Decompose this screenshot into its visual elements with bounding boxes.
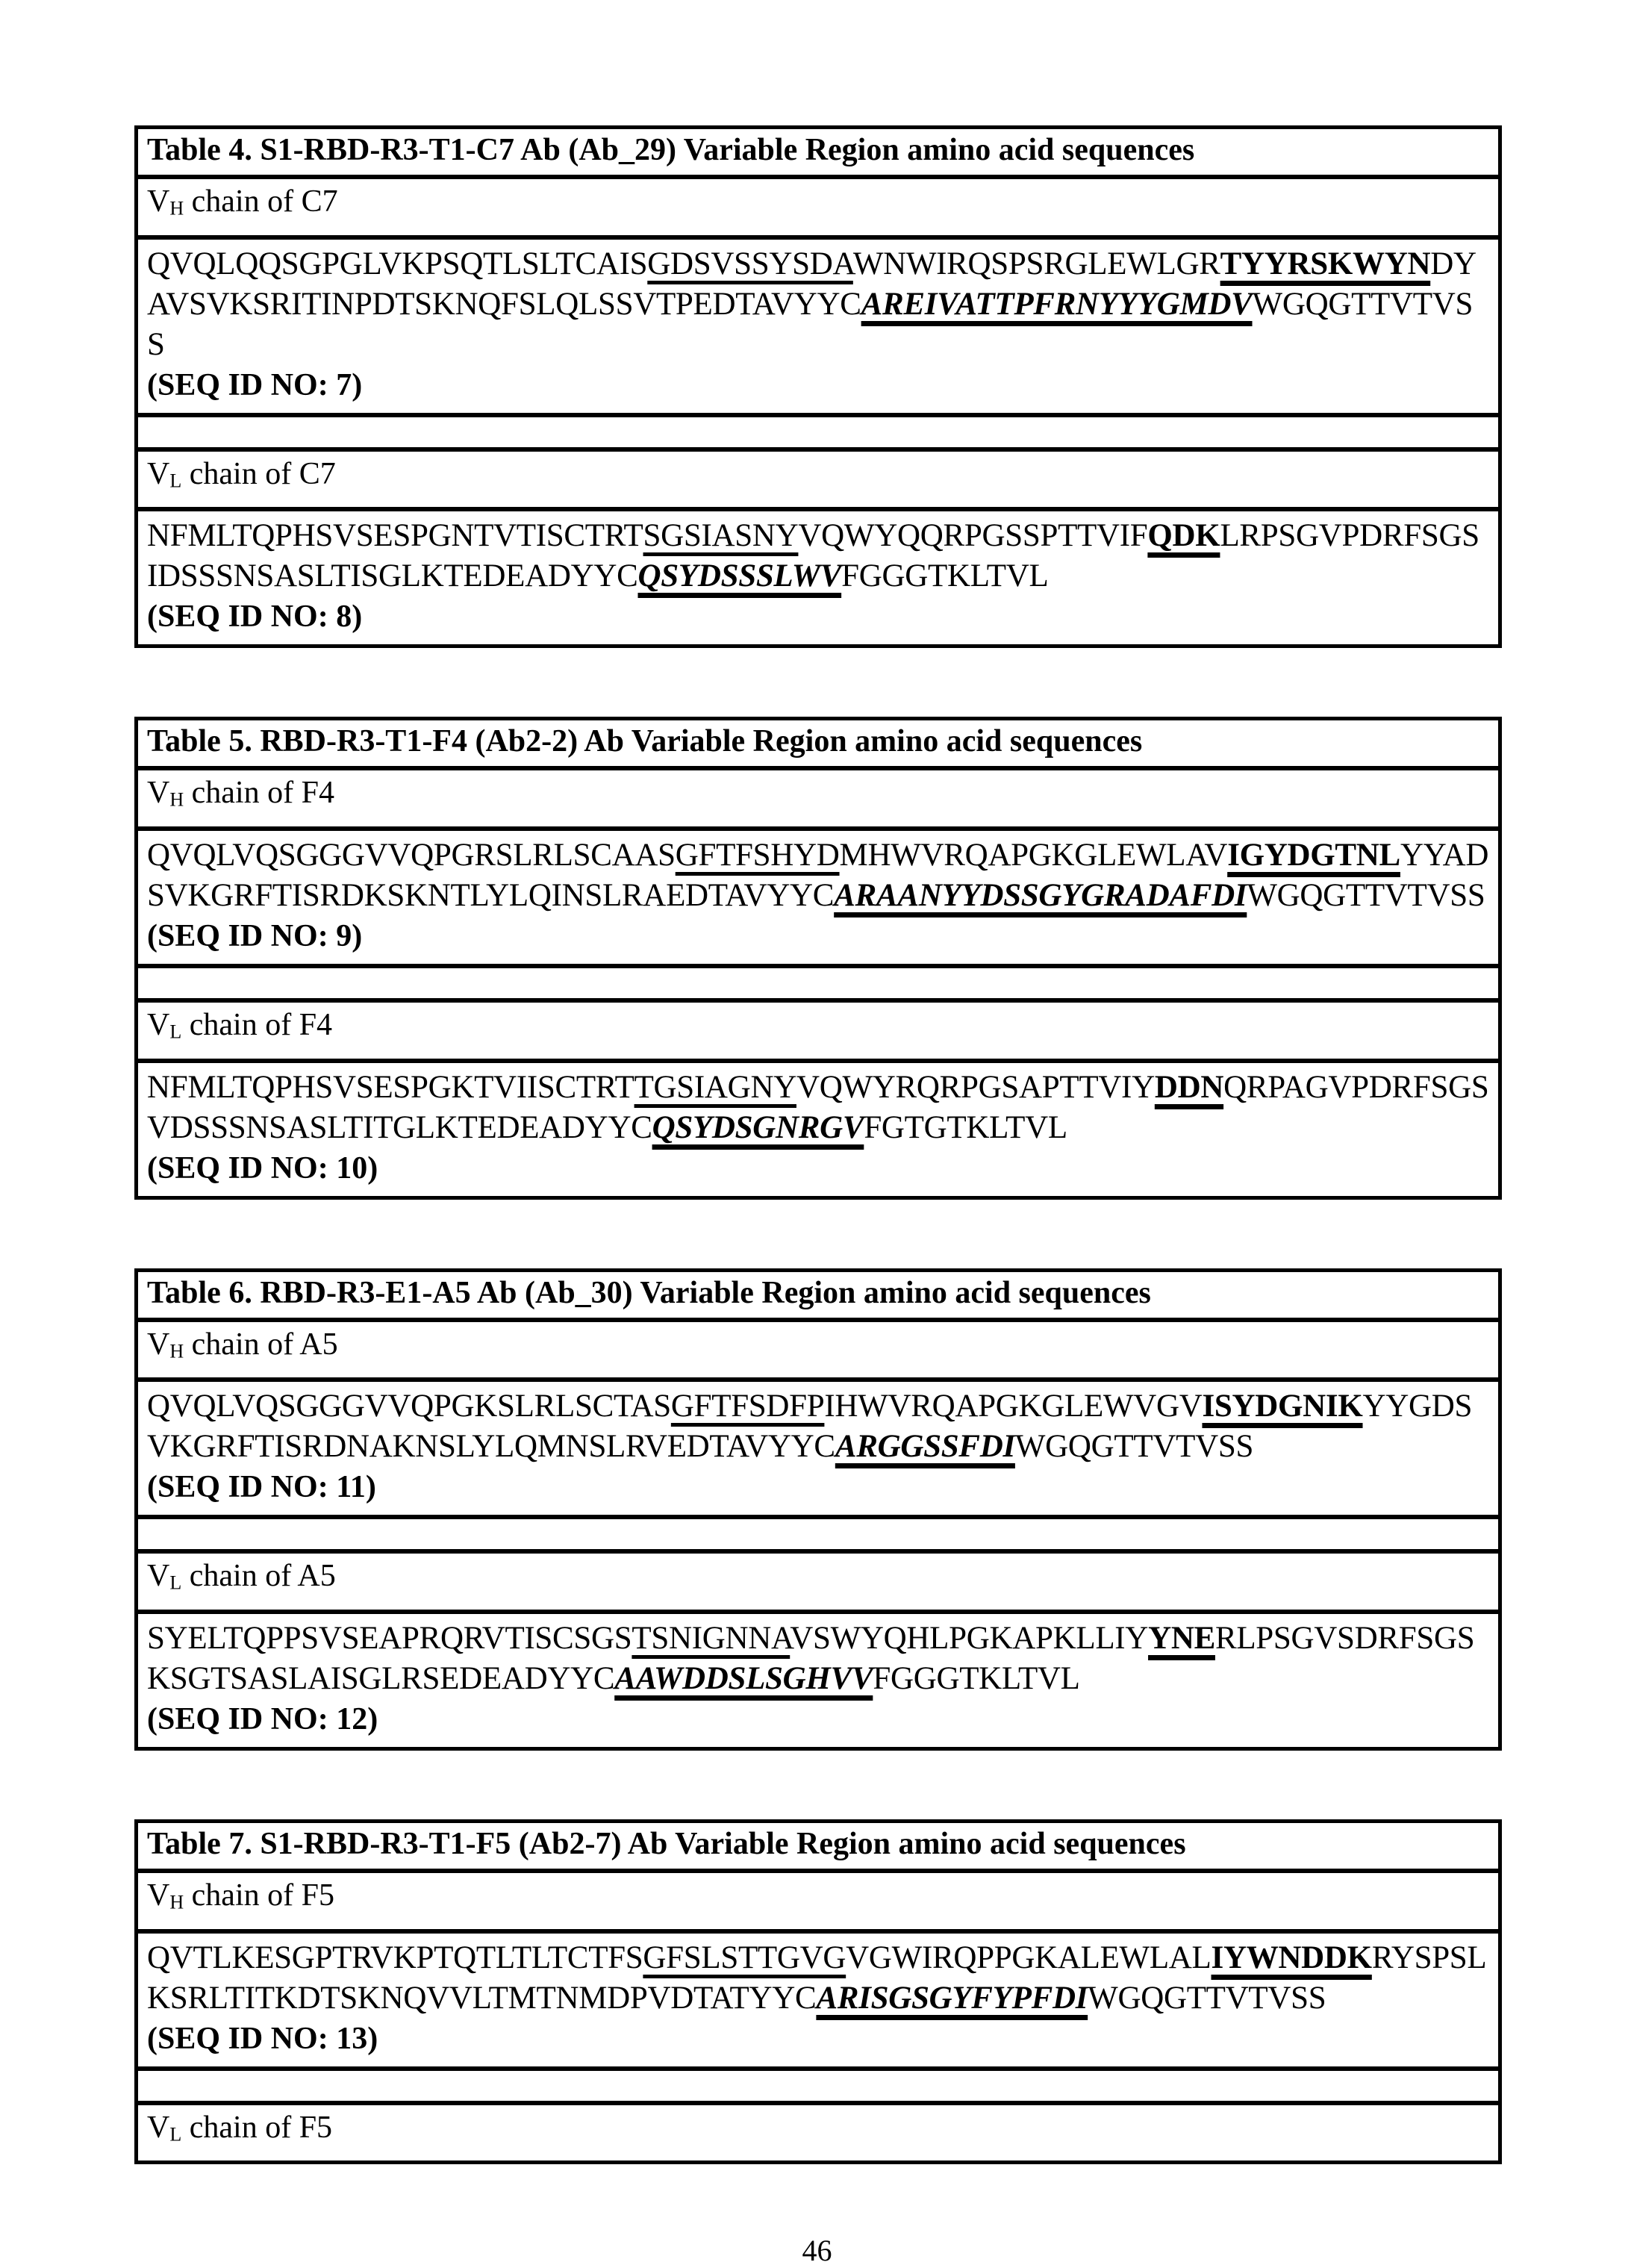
seq-id: (SEQ ID NO: 12) <box>147 1702 378 1737</box>
sequence-segment: GDSVSSYSDA <box>647 246 853 281</box>
sequence-segment: FGGGTKLTVL <box>841 558 1049 594</box>
vl-sequence <box>147 1068 1489 1148</box>
sequence-segment: MHWVRQAPGKGLEWLAV <box>839 838 1228 873</box>
sequence-segment: GFTFSDFP <box>670 1389 825 1424</box>
sequence-segment: WGQGTTVTVSS <box>1014 1429 1254 1465</box>
seq-id: (SEQ ID NO: 8) <box>147 599 363 635</box>
sequence-segment: QDK <box>1147 518 1220 554</box>
table-7-vl-label <box>138 2101 1498 2161</box>
sequence-segment: DYAVSVKSRITINPDTSKNQFSLQLSSVTPEDTAVYYC <box>147 246 1476 322</box>
sequence-segment: ARAANYYDSSGYGRADAFDI <box>834 878 1247 914</box>
chain-subscript: H <box>169 1340 184 1362</box>
sequence-segment: QRPAGVPDRFSGSVDSSSNSASLTITGLKTEDEADYYC <box>147 1069 1489 1145</box>
table-6 <box>134 1268 1502 1751</box>
sequence-segment: YYGDSVKGRFTISRDNAKNSLYLQMNSLRVEDTAVYYC <box>147 1389 1473 1465</box>
spacer-row <box>138 2066 1498 2101</box>
sequence-segment: VGWIRQPPGKALEWLAL <box>846 1940 1212 1975</box>
sequence-segment: WNWIRQSPSRGLEWLGR <box>852 246 1220 281</box>
sequence-segment: QSYDSGNRGV <box>652 1109 864 1145</box>
seq-id: (SEQ ID NO: 11) <box>147 1470 376 1505</box>
table-4-vh-label <box>138 175 1498 235</box>
sequence-segment: DDN <box>1154 1069 1224 1105</box>
sequence-segment: GFSLSTTGVG <box>643 1940 846 1975</box>
sequence-segment: LRPSGVPDRFSGSIDSSSNSASLTISGLKTEDEADYYC <box>147 518 1479 594</box>
chain-subscript: L <box>169 2123 182 2146</box>
sequence-segment: ISYDGNIK <box>1202 1389 1363 1424</box>
table-4-vl-sequence-cell <box>138 507 1498 644</box>
seq-id: (SEQ ID NO: 7) <box>147 367 363 402</box>
chain-rest: chain of F5 <box>184 1878 334 1913</box>
sequence-segment: VSWYQHLPGKAPKLLIY <box>790 1621 1149 1657</box>
table-5-vl-label <box>138 998 1498 1059</box>
table-5-title: Table 5. RBD-R3-T1-F4 (Ab2-2) Ab Variable Region amino acid sequences <box>147 724 1143 759</box>
table-6-title: Table 6. RBD-R3-E1-A5 Ab (Ab_30) Variable Region amino acid sequences <box>147 1275 1151 1310</box>
sequence-segment: VQWYQQRPGSSPTTVIF <box>798 518 1148 554</box>
vh-sequence <box>147 1938 1489 2019</box>
sequence-segment: SGSIASNY <box>643 518 799 554</box>
chain-subscript: L <box>169 470 182 492</box>
seq-id: (SEQ ID NO: 10) <box>147 1150 378 1186</box>
vl-sequence <box>147 516 1489 596</box>
vl-sequence <box>147 1619 1489 1699</box>
sequence-segment: IYWNDDK <box>1211 1940 1372 1975</box>
page-number: 46 <box>802 2234 832 2268</box>
seq-id: (SEQ ID NO: 9) <box>147 919 363 954</box>
chain-v: V <box>147 2110 170 2145</box>
vh-sequence <box>147 1386 1489 1467</box>
sequence-segment: SYELTQPPSVSEAPRQRVTISCSGS <box>147 1621 632 1657</box>
table-7-vh-sequence-cell <box>138 1929 1498 2066</box>
chain-v: V <box>147 1559 170 1594</box>
chain-rest: chain of C7 <box>184 184 338 219</box>
chain-v: V <box>147 1878 170 1913</box>
table-4-vh-sequence-cell <box>138 235 1498 413</box>
chain-subscript: H <box>169 197 184 219</box>
table-7 <box>134 1819 1502 2164</box>
sequence-segment: QVQLQQSGPGLVKPSQTLSLTCAIS <box>147 246 648 281</box>
sequence-segment: QVQLVQSGGGVVQPGRSLRLSCAAS <box>147 838 676 873</box>
table-5-vh-sequence-cell <box>138 826 1498 964</box>
sequence-segment: AREIVATTPFRNYYYGMDV <box>861 286 1253 322</box>
table-7-title: Table 7. S1-RBD-R3-T1-F5 (Ab2-7) Ab Variable Region amino acid sequences <box>147 1827 1186 1862</box>
chain-v: V <box>147 456 170 491</box>
sequence-segment: VQWYRQRPGSAPTTVIY <box>796 1069 1155 1105</box>
sequence-segment: QSYDSSSLWV <box>637 558 842 594</box>
vh-sequence <box>147 835 1489 916</box>
sequence-segment: ARISGSGYFYPFDI <box>816 1980 1088 2016</box>
sequence-segment: TGSIAGNY <box>634 1069 796 1105</box>
sequence-segment: YNE <box>1148 1621 1215 1657</box>
seq-id: (SEQ ID NO: 13) <box>147 2021 378 2056</box>
sequence-segment: FGTGTKLTVL <box>864 1109 1067 1145</box>
sequence-segment: RYSPSLKSRLTITKDTSKNQVVLTMTNMDPVDTATYYC <box>147 1940 1487 2016</box>
sequence-segment: QVTLKESGPTRVKPTQTLTLTCTFS <box>147 1940 643 1975</box>
chain-subscript: H <box>169 789 184 811</box>
sequence-segment: NFMLTQPHSVSESPGNTVTISCTRT <box>147 518 643 554</box>
spacer-row <box>138 413 1498 447</box>
chain-v: V <box>147 1008 170 1043</box>
table-6-vh-label <box>138 1318 1498 1378</box>
table-6-vl-sequence-cell <box>138 1610 1498 1747</box>
sequence-segment: RLPSGVSDRFSGSKSGTSASLAISGLRSEDEADYYC <box>147 1621 1475 1697</box>
spacer-row <box>138 1515 1498 1549</box>
chain-rest: chain of F4 <box>181 1008 333 1043</box>
sequence-segment: QVQLVQSGGGVVQPGKSLRLSCTAS <box>147 1389 671 1424</box>
table-6-vh-sequence-cell <box>138 1377 1498 1515</box>
table-6-vl-label <box>138 1549 1498 1610</box>
chain-rest: chain of A5 <box>184 1327 338 1362</box>
sequence-segment: TSNIGNNA <box>632 1621 791 1657</box>
table-4-vl-label <box>138 447 1498 508</box>
sequence-segment: IGYDGTNL <box>1227 838 1400 873</box>
table-5 <box>134 717 1502 1199</box>
sequence-segment: YYADSVKGRFTISRDKSKNTLYLQINSLRAEDTAVYYC <box>147 838 1489 914</box>
vh-sequence <box>147 244 1489 365</box>
sequence-segment: AAWDDSLSGHVV <box>614 1661 873 1697</box>
sequence-segment: GFTFSHYD <box>675 838 840 873</box>
sequence-segment: WGQGTTVTVSS <box>1247 878 1485 914</box>
table-5-vl-sequence-cell <box>138 1059 1498 1196</box>
table-4-title: Table 4. S1-RBD-R3-T1-C7 Ab (Ab_29) Variable Region amino acid sequences <box>147 133 1195 167</box>
sequence-segment: NFMLTQPHSVSESPGKTVIISCTRT <box>147 1069 634 1105</box>
chain-v: V <box>147 184 170 219</box>
sequence-segment: FGGGTKLTVL <box>873 1661 1080 1697</box>
chain-v: V <box>147 1327 170 1362</box>
chain-subscript: L <box>169 1021 182 1043</box>
sequence-segment: WGQGTTVTVSS <box>1088 1980 1326 2016</box>
sequence-segment: TYYRSKWYN <box>1220 246 1431 281</box>
table-4 <box>134 125 1502 648</box>
chain-subscript: L <box>169 1572 182 1595</box>
table-5-vh-label <box>138 766 1498 826</box>
chain-rest: chain of C7 <box>181 456 336 491</box>
chain-rest: chain of F4 <box>184 776 334 811</box>
chain-rest: chain of A5 <box>181 1559 336 1594</box>
chain-subscript: H <box>169 1891 184 1913</box>
chain-v: V <box>147 776 170 811</box>
table-7-vh-label <box>138 1869 1498 1929</box>
sequence-segment: WGQGTTVTVSS <box>147 286 1474 362</box>
spacer-row <box>138 964 1498 998</box>
sequence-segment: ARGGSSFDI <box>835 1429 1015 1465</box>
chain-rest: chain of F5 <box>181 2110 333 2145</box>
sequence-segment: IHWVRQAPGKGLEWVGV <box>824 1389 1203 1424</box>
